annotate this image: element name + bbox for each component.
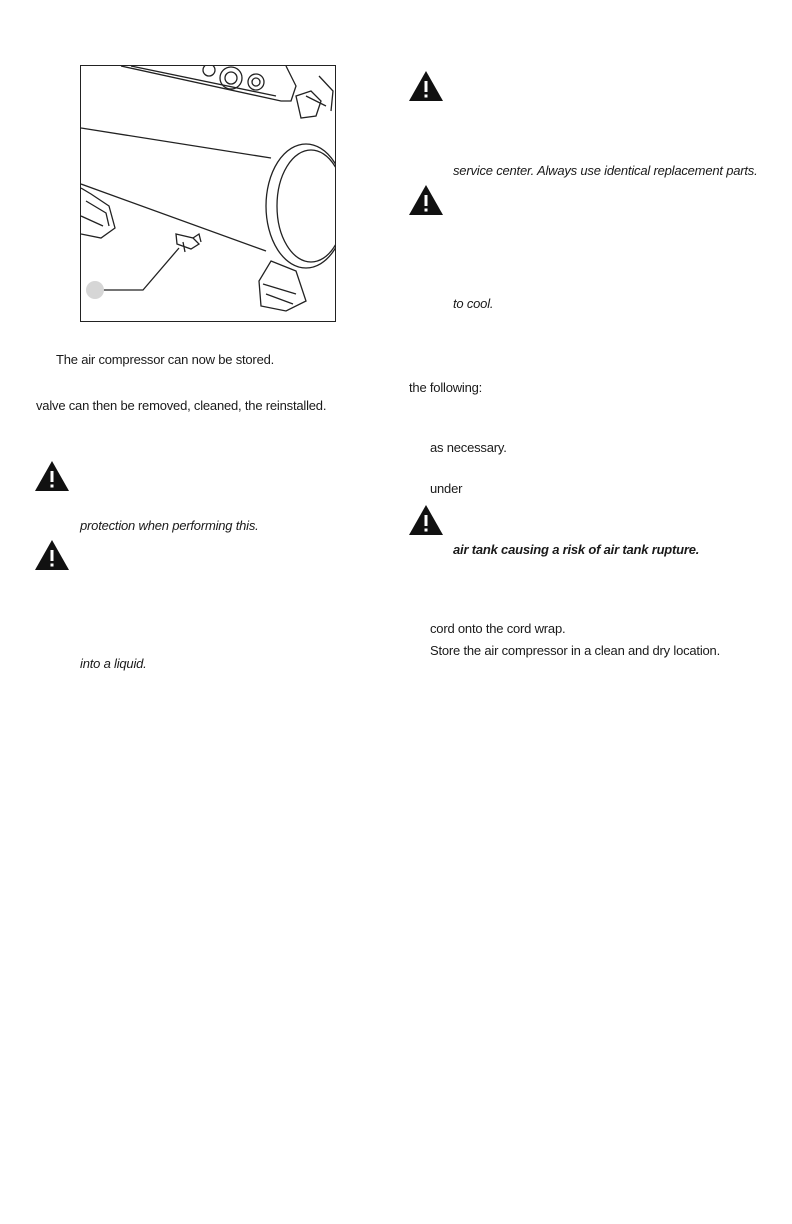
compressor-illustration bbox=[81, 66, 336, 322]
following-text: the following: bbox=[409, 380, 483, 395]
warning-triangle-icon bbox=[34, 460, 70, 492]
left-warning2-italic: into a liquid. bbox=[80, 656, 147, 671]
warning-triangle-icon bbox=[408, 504, 444, 536]
left-warning1-italic: protection when performing this. bbox=[80, 518, 259, 533]
stored-text: The air compressor can now be stored. bbox=[56, 352, 275, 367]
right-warning3-bold: air tank causing a risk of air tank rupture. bbox=[453, 542, 700, 557]
valve-text: valve can then be removed, cleaned, the reinstalled. bbox=[36, 398, 327, 413]
callout-marker bbox=[86, 281, 104, 299]
warning-triangle-icon bbox=[408, 184, 444, 216]
right-warning1-italic: service center. Always use identical replacement parts. bbox=[453, 163, 758, 178]
warning-triangle-icon bbox=[408, 70, 444, 102]
compressor-drain-figure bbox=[80, 65, 336, 322]
right-warning2-italic: to cool. bbox=[453, 296, 494, 311]
necessary-text: as necessary. bbox=[430, 440, 507, 455]
under-text: under bbox=[430, 481, 463, 496]
store-text: Store the air compressor in a clean and dry location. bbox=[430, 643, 720, 658]
warning-triangle-icon bbox=[34, 539, 70, 571]
cord-text: cord onto the cord wrap. bbox=[430, 621, 566, 636]
